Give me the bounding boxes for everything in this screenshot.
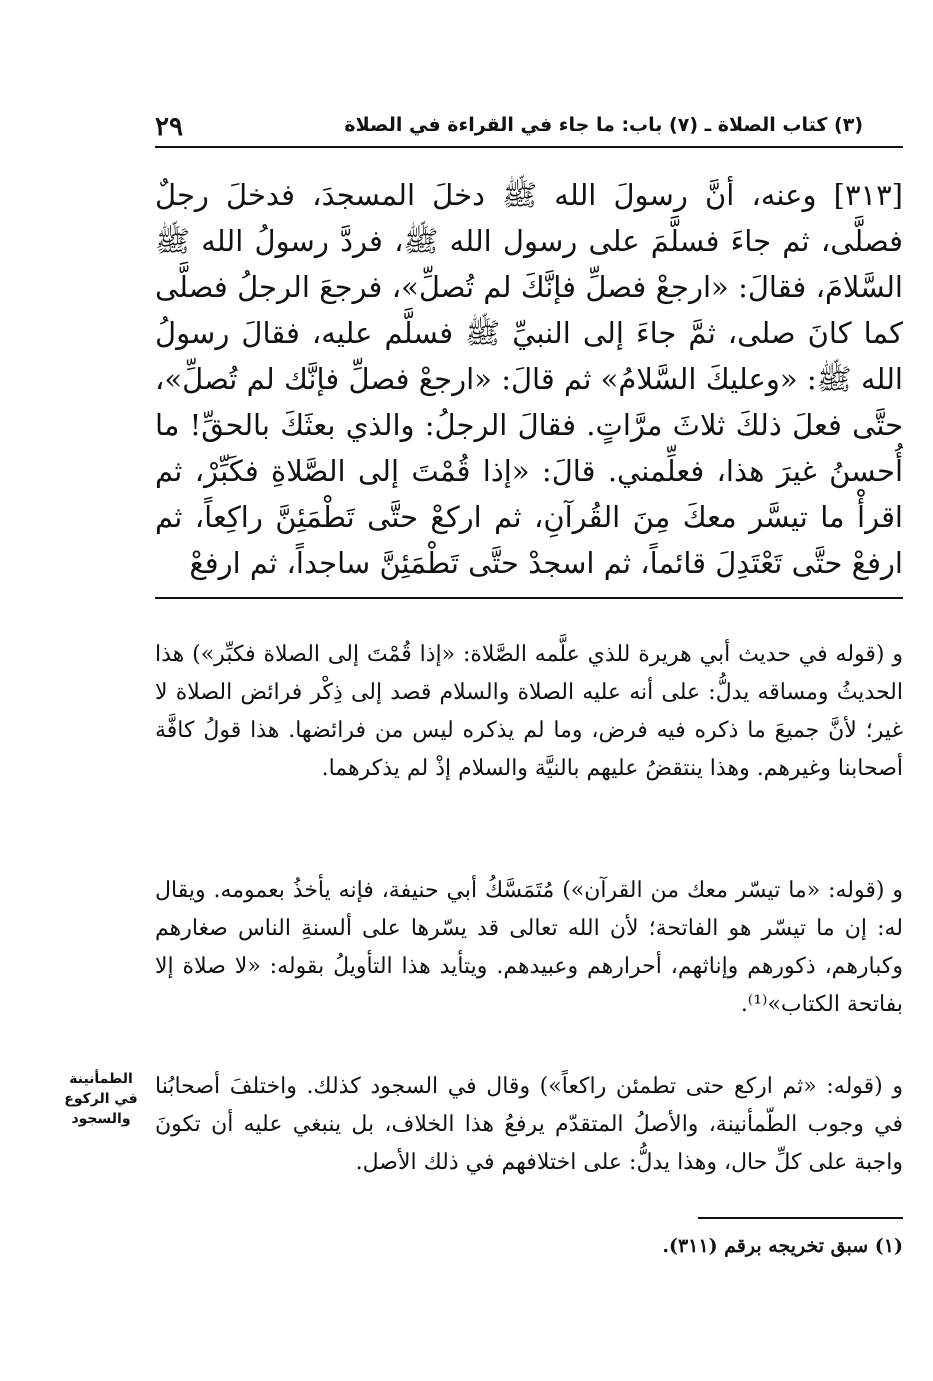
footnote: (١) سبق تخريجه برقم (٣١١). <box>662 1235 903 1257</box>
footnote-rule <box>698 1217 903 1219</box>
commentary-paragraph-3 <box>155 1068 903 1182</box>
commentary-text: و (قوله: «ثم اركع حتى تطمئن راكعاً») وقال في السجود كذلك. واختلفَ أصحابُنا في وجوب الطّمأنينة، والأصلُ المتقدّم يرفعُ هذا الخلاف، بل ينبغي عليه أن تكونَ واجبة على كلِّ حال، وهذا يدلُّ: على اختلافهم في ذلك الأصل. <box>155 1074 903 1175</box>
section-divider <box>155 597 903 599</box>
page-number: ٢٩ <box>155 112 183 142</box>
running-title: (٣) كتاب الصلاة ـ (٧) باب: ما جاء في القراءة في الصلاة <box>344 114 863 136</box>
hadith-block <box>155 172 903 586</box>
margin-note: الطمأنينة في الركوع والسجود <box>64 1071 138 1127</box>
running-header <box>155 110 903 144</box>
commentary-paragraph-2 <box>155 872 903 1024</box>
commentary-text: و (قوله في حديث أبي هريرة للذي علَّمه الصَّلاة: «إذا قُمْتَ إلى الصلاة فكبِّر») هذا الحديثُ ومساقه يدلُّ: على أنه عليه الصلاة والسلام قصد إلى ذِكْر فرائض الصلاة لا غير؛ لأنَّ جميعَ ما ذكره فيه فرض، وما لم يذكره ليس من فرائضها. هذا قولُ كافَّة أصحابنا وغيرهم. وهذا ينتقضُ عليهم بالنيَّة والسلام إذْ لم يذكرهما. <box>155 642 903 781</box>
commentary-paragraph-1 <box>155 636 903 788</box>
hadith-text: [٣١٣] وعنه، أنَّ رسولَ الله ﷺ دخلَ المسجدَ، فدخلَ رجلٌ فصلَّى، ثم جاءَ فسلَّمَ على رسول الله ﷺ، فردَّ رسولُ الله ﷺ السَّلامَ، فقالَ: «ارجعْ فصلِّ فإنَّكَ لم تُصلِّ»، فرجعَ الرجلُ فصلَّى كما كانَ صلى، ثمَّ جاءَ إلى النبيِّ ﷺ فسلَّم عليه، فقالَ رسولُ الله ﷺ: «وعليكَ السَّلامُ» ثم قالَ: «ارجعْ فصلِّ فإنَّك لم تُصلِّ»، حتَّى فعلَ ذلكَ ثلاثَ مرَّاتٍ. فقالَ الرجلُ: والذي بعثَكَ بالحقِّ! ما أُحسنُ غيرَ هذا، فعلِّمني. قالَ: «إذا قُمْتَ إلى الصَّلاةِ فكَبِّرْ، ثم اقرأْ ما تيسَّر معكَ مِنَ القُرآنِ، ثم اركعْ حتَّى تَطْمَئِنَّ راكِعاً، ثم ارفعْ حتَّى تَعْتَدِلَ قائماً، ثم اسجدْ حتَّى تَطْمَئِنَّ ساجداً، ثم ارفعْ <box>155 178 903 580</box>
commentary-text: و (قوله: «ما تيسّر معك من القرآن») مُتَمَسَّكُ أبي حنيفة، فإنه يأخذُ بعمومه. ويقال له: إن ما تيسّر هو الفاتحة؛ لأن الله تعالى قد يسّرها على ألسنةِ الناس صغارهم وكبارهم، ذكورهم وإناثهم، أحرارهم وعبيدهم. ويتأيد هذا التأويلُ بقوله: «لا صلاة إلا بفاتحة الكتاب»⁽¹⁾. <box>155 878 903 1017</box>
header-rule <box>155 146 903 148</box>
